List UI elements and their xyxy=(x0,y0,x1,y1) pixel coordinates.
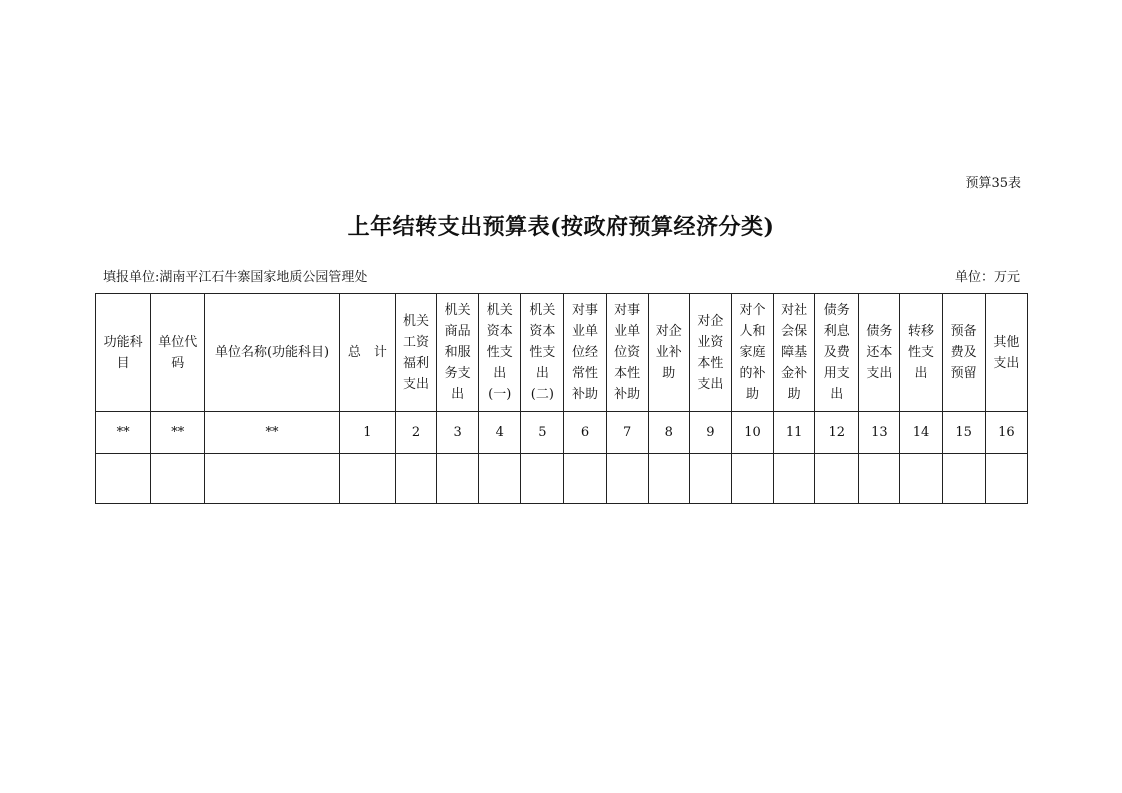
table-cell xyxy=(564,454,606,504)
column-index-cell: 16 xyxy=(985,412,1027,454)
column-header xyxy=(731,294,773,412)
column-header-line: 福利 xyxy=(402,355,429,371)
column-index-cell: 10 xyxy=(731,412,773,454)
column-header-line: 位经 xyxy=(571,345,598,360)
column-header-line: 金补 xyxy=(781,366,808,381)
column-header-line: 对社 xyxy=(781,303,808,318)
column-header xyxy=(205,294,339,412)
column-header-line: 性支 xyxy=(529,345,556,360)
column-header-line: 预留 xyxy=(950,366,977,381)
column-header xyxy=(479,294,521,412)
table-number: 预算35表 xyxy=(965,176,1021,191)
column-header-line: 债务 xyxy=(866,324,893,339)
column-index-cell: 15 xyxy=(942,412,985,454)
column-header-line: 位资 xyxy=(614,345,641,360)
column-index-cell: ** xyxy=(151,412,205,454)
column-header xyxy=(942,294,985,412)
column-index-cell: 12 xyxy=(815,412,859,454)
column-header-line: 对事 xyxy=(571,303,598,318)
column-header-line: 预备 xyxy=(950,324,977,339)
column-header-line: 出 xyxy=(914,366,928,381)
column-header-line: 单位名称(功能科目) xyxy=(214,345,330,360)
column-header-line: (一) xyxy=(488,387,512,402)
column-header-line: 转移 xyxy=(908,324,935,339)
column-header-line: 支出 xyxy=(402,376,429,392)
column-index-cell: 6 xyxy=(564,412,606,454)
column-header-line: 业补 xyxy=(655,345,682,360)
column-index-cell: 8 xyxy=(648,412,689,454)
column-header-line: 支出 xyxy=(697,376,724,392)
column-header-line: 费及 xyxy=(950,345,977,360)
table-cell xyxy=(774,454,815,504)
currency-unit: 单位：万元 xyxy=(954,270,1020,285)
table-cell xyxy=(731,454,773,504)
column-header xyxy=(395,294,436,412)
column-header-line: 总 计 xyxy=(347,345,387,360)
page-title: 上年结转支出预算表(按政府预算经济分类) xyxy=(347,214,775,240)
column-header-line: 助 xyxy=(662,366,676,381)
column-index-cell: ** xyxy=(205,412,339,454)
column-header-line: 家庭 xyxy=(739,345,766,360)
column-header-line: 债务 xyxy=(823,303,850,318)
column-index-cell: ** xyxy=(96,412,151,454)
column-header xyxy=(564,294,606,412)
column-header-line: 补助 xyxy=(614,387,641,402)
table-row xyxy=(96,454,1028,504)
column-header-line: 本性 xyxy=(614,366,641,381)
column-header-line: 利息 xyxy=(823,324,850,339)
column-header-line: 助 xyxy=(787,387,801,402)
column-index-cell: 4 xyxy=(479,412,521,454)
column-header-line: 常性 xyxy=(571,366,598,381)
column-index-cell: 7 xyxy=(606,412,648,454)
table-cell xyxy=(859,454,900,504)
column-header-line: 性支 xyxy=(486,345,513,360)
column-header-line: 助 xyxy=(745,387,759,402)
column-header xyxy=(339,294,395,412)
column-header-line: 目 xyxy=(116,355,130,371)
column-header-line: 机关 xyxy=(444,303,471,318)
column-header-line: (二) xyxy=(530,387,554,402)
column-header-line: 机关 xyxy=(402,313,429,329)
column-header xyxy=(689,294,731,412)
column-header xyxy=(96,294,151,412)
column-header xyxy=(437,294,479,412)
table-cell xyxy=(648,454,689,504)
column-header-line: 出 xyxy=(535,366,549,381)
table-cell xyxy=(479,454,521,504)
column-header-line: 出 xyxy=(493,366,507,381)
column-index-cell: 9 xyxy=(689,412,731,454)
column-header xyxy=(606,294,648,412)
column-header-line: 对企 xyxy=(655,324,682,339)
column-header-line: 务支 xyxy=(444,366,471,381)
table-cell xyxy=(339,454,395,504)
column-header-line: 人和 xyxy=(739,324,766,339)
column-header-line: 对个 xyxy=(739,303,766,318)
column-header-line: 商品 xyxy=(444,324,471,339)
column-index-cell: 1 xyxy=(339,412,395,454)
column-header-line: 会保 xyxy=(781,324,808,339)
column-header-line: 对事 xyxy=(614,303,641,318)
column-header-line: 支出 xyxy=(993,355,1020,371)
table-cell xyxy=(942,454,985,504)
table-cell xyxy=(900,454,942,504)
table-cell xyxy=(521,454,564,504)
column-index-cell: 14 xyxy=(900,412,942,454)
table-cell xyxy=(815,454,859,504)
header-row xyxy=(96,294,1028,412)
column-header-line: 还本 xyxy=(866,345,893,360)
column-header xyxy=(815,294,859,412)
table-cell xyxy=(205,454,339,504)
column-index-cell: 3 xyxy=(437,412,479,454)
column-header xyxy=(900,294,942,412)
column-header-line: 的补 xyxy=(739,366,766,381)
column-header-line: 业资 xyxy=(697,334,724,350)
column-index-row xyxy=(96,412,1028,454)
column-header-line: 出 xyxy=(830,387,844,402)
column-header-line: 其他 xyxy=(993,334,1020,350)
table-cell xyxy=(606,454,648,504)
column-index-cell: 11 xyxy=(774,412,815,454)
filling-unit: 填报单位:湖南平江石牛寨国家地质公园管理处 xyxy=(103,270,368,285)
column-header-line: 及费 xyxy=(823,345,850,360)
column-header xyxy=(521,294,564,412)
table-cell xyxy=(689,454,731,504)
column-header-line: 对企 xyxy=(697,313,724,329)
table-cell xyxy=(985,454,1027,504)
column-header-line: 机关 xyxy=(486,303,513,318)
table-cell xyxy=(96,454,151,504)
column-header-line: 和服 xyxy=(444,345,471,360)
column-header xyxy=(774,294,815,412)
column-header-line: 码 xyxy=(171,355,185,371)
column-header-line: 本性 xyxy=(697,355,724,371)
table-cell xyxy=(151,454,205,504)
column-header xyxy=(859,294,900,412)
column-header-line: 资本 xyxy=(529,324,556,339)
column-header xyxy=(648,294,689,412)
column-index-cell: 2 xyxy=(395,412,436,454)
column-index-cell: 13 xyxy=(859,412,900,454)
column-index-cell: 5 xyxy=(521,412,564,454)
column-header-line: 障基 xyxy=(781,345,808,360)
table-cell xyxy=(437,454,479,504)
column-header-line: 支出 xyxy=(866,366,893,381)
column-header-line: 功能科 xyxy=(103,334,143,350)
column-header xyxy=(151,294,205,412)
column-header xyxy=(985,294,1027,412)
column-header-line: 工资 xyxy=(402,334,429,350)
column-header-line: 单位代 xyxy=(158,334,198,350)
column-header-line: 性支 xyxy=(908,345,935,360)
column-header-line: 出 xyxy=(451,387,465,402)
column-header-line: 补助 xyxy=(571,387,598,402)
column-header-line: 业单 xyxy=(571,324,598,339)
column-header-line: 机关 xyxy=(529,303,556,318)
column-header-line: 业单 xyxy=(614,324,641,339)
column-header-line: 资本 xyxy=(486,324,513,339)
budget-table xyxy=(95,293,1028,504)
column-header-line: 用支 xyxy=(823,366,850,381)
table-cell xyxy=(395,454,436,504)
